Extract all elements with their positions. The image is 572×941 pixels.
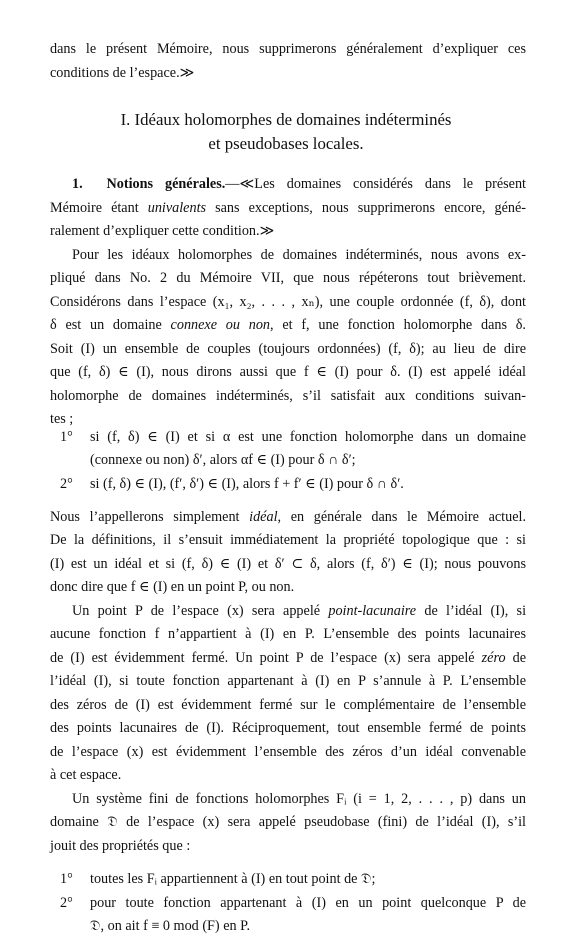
paragraph-line: ralement d’expliquer cette condition.≫ bbox=[50, 223, 275, 239]
text-span: Nous l’appellerons simplement bbox=[50, 509, 250, 525]
paragraph-line: de l’espace (x) est évidemment l’ensemble des zéros d’un idéal convenable bbox=[50, 744, 526, 760]
text-span: —≪Les domaines considérés dans le présent bbox=[225, 176, 526, 192]
paragraph-line: que (f, δ) ∈ (I), nous dirons aussi que f ∈ (I) pour δ. (I) est appelé idéal bbox=[50, 364, 526, 380]
paragraph-line bbox=[72, 601, 526, 621]
paragraph-line bbox=[50, 648, 526, 668]
paragraph-line: Un système fini de fonctions holomorphes Fᵢ (i = 1, 2, . . . , p) dans un bbox=[72, 791, 526, 807]
paragraph-line: De la définitions, il s’ensuit immédiatement la propriété topologique que : si bbox=[50, 532, 526, 548]
text-span: , en générale dans le Mémoire actuel. bbox=[277, 509, 526, 525]
paragraph-line: Soit (I) un ensemble de couples (toujours ordonnées) (f, δ); au lieu de dire bbox=[50, 341, 526, 357]
emphasis: univalents bbox=[147, 200, 207, 216]
list-item-line: (connexe ou non) δ′, alors αf ∈ (I) pour δ ∩ δ′; bbox=[90, 452, 356, 468]
emphasis: connexe ou non bbox=[170, 317, 271, 333]
intro-line: dans le présent Mémoire, nous supprimerons généralement d’expliquer ces bbox=[50, 41, 526, 57]
paragraph-line: des zéros de (I) est évidemment fermé sur le complémentaire de l’ensemble bbox=[50, 697, 526, 713]
section-number: 1. bbox=[72, 176, 83, 192]
list-marker: 1° bbox=[60, 871, 73, 887]
emphasis: point-lacunaire bbox=[328, 603, 417, 619]
paragraph-line: aucune fonction f n’appartient à (I) en P. L’ensemble des points lacunaires bbox=[50, 626, 526, 642]
paragraph-line: pliqué dans No. 2 du Mémoire VII, que nous répéterons tout brièvement. bbox=[50, 270, 526, 286]
paragraph-line: tes ; bbox=[50, 411, 74, 427]
paragraph-line: des points lacunaires de (I). Réciproquement, tout ensemble fermé de points bbox=[50, 720, 526, 736]
section-title: I. Idéaux holomorphes de domaines indéterminés bbox=[120, 110, 452, 129]
paragraph-line bbox=[72, 174, 526, 194]
text-span: Un point P de l’espace (x) sera appelé bbox=[72, 603, 329, 619]
paragraph-line: domaine 𝔇 de l’espace (x) sera appelé pseudobase (fini) de l’idéal (I), s’il bbox=[50, 814, 526, 830]
paragraph-line: Pour les idéaux holomorphes de domaines indéterminés, nous avons ex- bbox=[72, 247, 526, 263]
emphasis: zéro bbox=[481, 650, 506, 666]
subsection-heading: Notions générales. bbox=[106, 176, 226, 192]
emphasis: idéal bbox=[249, 509, 278, 525]
paragraph-line: à cet espace. bbox=[50, 767, 122, 783]
text-span: sans exceptions, nous supprimerons encore, géné- bbox=[206, 200, 527, 216]
paragraph-line: Considérons dans l’espace (x₁, x₂, . . . , xₙ), une couple ordonnée (f, δ), dont bbox=[50, 294, 526, 310]
paragraph-line bbox=[50, 315, 526, 335]
paragraph-line bbox=[50, 507, 526, 527]
list-marker: 1° bbox=[60, 429, 73, 445]
list-item-line: 𝔇, on ait f ≡ 0 mod (F) en P. bbox=[90, 918, 251, 934]
list-item-line: si (f, δ) ∈ (I) et si α est une fonction holomorphe dans un domaine bbox=[90, 429, 526, 445]
list-item-line: toutes les Fᵢ appartiennent à (I) en tout point de 𝔇; bbox=[90, 871, 376, 887]
list-item-line: si (f, δ) ∈ (I), (f′, δ′) ∈ (I), alors f + f′ ∈ (I) pour δ ∩ δ′. bbox=[90, 476, 404, 492]
paragraph-line: jouit des propriétés que : bbox=[50, 838, 191, 854]
paragraph-line: (I) est un idéal et si (f, δ) ∈ (I) et δ′ ⊂ δ, alors (f, δ′) ∈ (I); nous pouvons bbox=[50, 556, 526, 572]
intro-line: conditions de l’espace.≫ bbox=[50, 65, 195, 81]
list-item-line: pour toute fonction appartenant à (I) en un point quelconque P de bbox=[90, 895, 526, 911]
text-span: de bbox=[505, 650, 526, 666]
text-span: Mémoire étant bbox=[50, 200, 148, 216]
section-title: et pseudobases locales. bbox=[208, 134, 364, 153]
text-span: de (I) est évidemment fermé. Un point P de l’espace (x) sera appelé bbox=[50, 650, 482, 666]
text-span: δ est un domaine bbox=[50, 317, 171, 333]
list-marker: 2° bbox=[60, 476, 73, 492]
text-span: de l’idéal (I), si bbox=[416, 603, 527, 619]
paragraph-line: l’idéal (I), si toute fonction appartenant à (I) en P s’annule à P. L’ensemble bbox=[50, 673, 526, 689]
list-marker: 2° bbox=[60, 895, 73, 911]
paragraph-line: donc dire que f ∈ (I) en un point P, ou non. bbox=[50, 579, 295, 595]
paragraph-line: holomorphe de domaines indéterminés, s’il satisfait aux conditions suivan- bbox=[50, 388, 526, 404]
text-span: , et f, une fonction holomorphe dans δ. bbox=[270, 317, 526, 333]
paragraph-line bbox=[50, 198, 526, 218]
